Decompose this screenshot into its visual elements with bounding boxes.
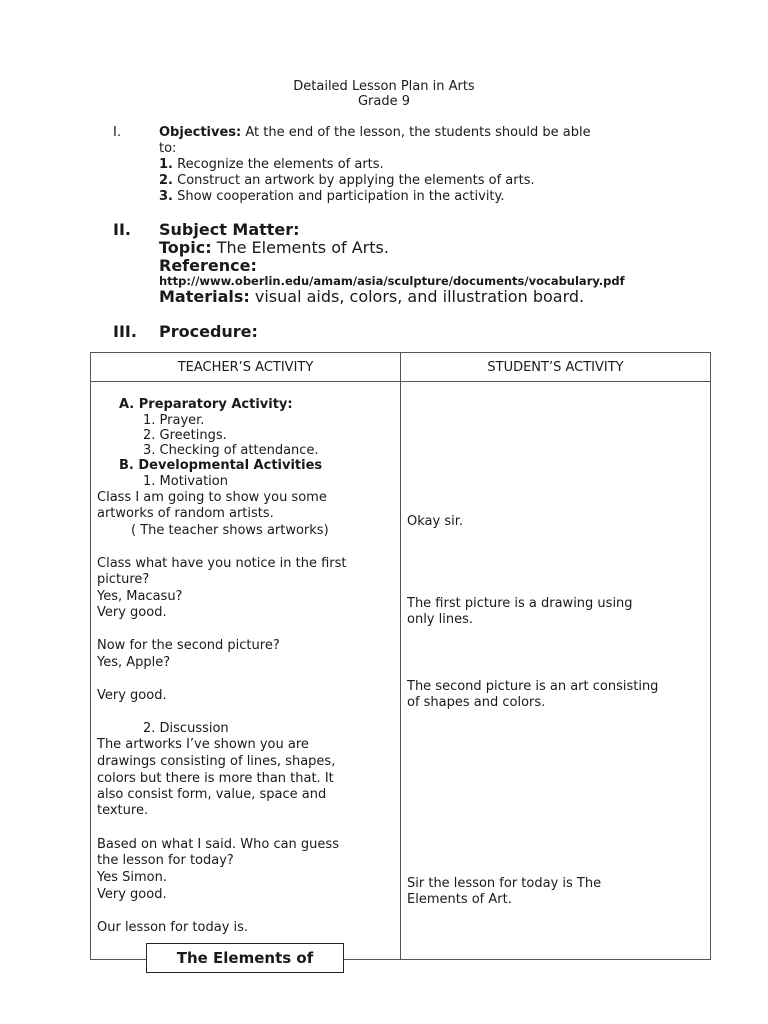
- teacher-line: picture?: [97, 572, 150, 587]
- teacher-line: Yes Simon.: [97, 870, 167, 885]
- objectives-intro: At the end of the lesson, the students should be able: [241, 125, 591, 140]
- teacher-line: artworks of random artists.: [97, 506, 274, 521]
- student-line: Okay sir.: [407, 514, 463, 529]
- student-column-header: STUDENT’S ACTIVITY: [401, 353, 711, 382]
- topic-label: Topic:: [159, 238, 212, 257]
- subject-matter-heading: Subject Matter:: [159, 220, 300, 239]
- student-line: Elements of Art.: [407, 892, 512, 907]
- table-row: [91, 382, 711, 960]
- student-line: The second picture is an art consisting: [407, 679, 659, 694]
- topic-value: The Elements of Arts.: [211, 238, 389, 257]
- student-line: of shapes and colors.: [407, 695, 546, 710]
- procedure-heading: Procedure:: [159, 322, 258, 341]
- teacher-line: Class what have you notice in the first: [97, 556, 347, 571]
- section-number-2: II.: [113, 220, 131, 239]
- section-number-1: I.: [113, 125, 121, 140]
- student-line: The first picture is a drawing using: [407, 596, 633, 611]
- student-line: only lines.: [407, 612, 473, 627]
- teacher-line: colors but there is more than that. It: [97, 771, 334, 786]
- topic-line: [159, 239, 389, 257]
- teacher-line: ( The teacher shows artworks): [131, 523, 329, 538]
- teacher-line: Based on what I said. Who can guess: [97, 837, 339, 852]
- objective-item-3: [159, 189, 505, 205]
- document-title: Detailed Lesson Plan in Arts: [293, 79, 475, 94]
- teacher-line: also consist form, value, space and: [97, 787, 327, 802]
- list-item: 2. Discussion: [143, 721, 229, 736]
- student-line: Sir the lesson for today is The: [407, 876, 602, 891]
- teacher-activity-cell: [91, 382, 401, 960]
- list-item: 3. Checking of attendance.: [143, 443, 319, 458]
- objectives-heading: [159, 125, 591, 141]
- teacher-line: Very good.: [97, 688, 167, 703]
- teacher-line: Yes, Macasu?: [97, 589, 183, 604]
- objective-text: Show cooperation and participation in the activity.: [172, 189, 505, 204]
- teacher-line: the lesson for today?: [97, 853, 234, 868]
- objective-text: Construct an artwork by applying the elements of arts.: [172, 173, 535, 188]
- materials-value: visual aids, colors, and illustration board.: [249, 287, 585, 306]
- objective-text: Recognize the elements of arts.: [172, 157, 384, 172]
- objective-item-2: [159, 173, 535, 189]
- materials-line: [159, 288, 584, 306]
- section-number-3: III.: [113, 322, 137, 341]
- teacher-line: Class I am going to show you some: [97, 490, 327, 505]
- teacher-line: texture.: [97, 803, 149, 818]
- teacher-line: Very good.: [97, 605, 167, 620]
- materials-label: Materials:: [159, 287, 250, 306]
- developmental-activities-heading: B. Developmental Activities: [119, 458, 323, 473]
- procedure-table: [90, 352, 711, 960]
- teacher-line: Now for the second picture?: [97, 638, 280, 653]
- reference-url: http://www.oberlin.edu/amam/asia/sculpture/documents/vocabulary.pdf: [159, 274, 625, 288]
- preparatory-activity-heading: A. Preparatory Activity:: [119, 397, 293, 412]
- grade-label: Grade 9: [357, 94, 411, 109]
- list-item: 1. Motivation: [143, 474, 228, 489]
- objective-item-1: [159, 157, 384, 173]
- reference-label: Reference:: [159, 256, 257, 275]
- objective-num: 2.: [159, 173, 173, 188]
- teacher-line: The artworks I’ve shown you are: [97, 737, 309, 752]
- student-activity-cell: [401, 382, 711, 960]
- table-header-row: [91, 353, 711, 382]
- objectives-label: Objectives:: [159, 125, 242, 140]
- teacher-line: Very good.: [97, 887, 167, 902]
- teacher-column-header: TEACHER’S ACTIVITY: [91, 353, 401, 382]
- list-item: 2. Greetings.: [143, 428, 227, 443]
- teacher-line: drawings consisting of lines, shapes,: [97, 754, 336, 769]
- list-item: 1. Prayer.: [143, 413, 205, 428]
- teacher-line: Our lesson for today is.: [97, 920, 249, 935]
- objective-num: 1.: [159, 157, 173, 172]
- objectives-intro-cont: to:: [159, 141, 177, 156]
- objective-num: 3.: [159, 189, 173, 204]
- lesson-title-box: The Elements of: [146, 943, 344, 973]
- teacher-line: Yes, Apple?: [97, 655, 171, 670]
